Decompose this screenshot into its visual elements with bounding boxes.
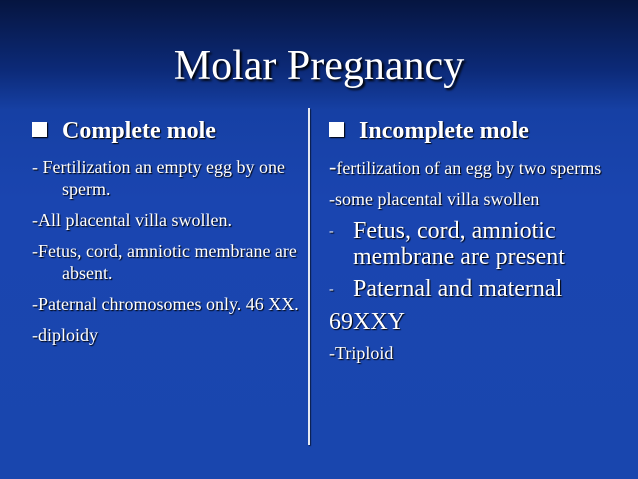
left-heading bbox=[32, 115, 304, 147]
left-column bbox=[32, 115, 304, 346]
right-item-1 bbox=[329, 156, 629, 179]
right-item-1-text: fertilization of an egg by two sperms bbox=[336, 158, 602, 178]
left-item-3: -Fetus, cord, amniotic membrane are absent. bbox=[32, 241, 297, 283]
right-item-3-text: Fetus, cord, amniotic membrane are present bbox=[353, 218, 565, 270]
left-item-1: - Fertilization an empty egg by one sperm. bbox=[32, 157, 285, 199]
right-column bbox=[329, 115, 629, 364]
column-divider bbox=[308, 108, 310, 445]
right-heading-text: Incomplete mole bbox=[359, 118, 529, 144]
square-bullet-icon bbox=[329, 122, 344, 137]
square-bullet-icon bbox=[32, 122, 47, 137]
right-heading bbox=[329, 115, 629, 147]
left-item-4: -Paternal chromosomes only. 46 XX. bbox=[32, 294, 299, 314]
right-item-1-dash: - bbox=[329, 154, 337, 179]
left-item-2: -All placental villa swollen. bbox=[32, 210, 232, 230]
left-heading-text: Complete mole bbox=[62, 118, 216, 144]
slide-title: Molar Pregnancy bbox=[173, 43, 465, 89]
right-item-3 bbox=[329, 218, 629, 270]
right-item-4-text: Paternal and maternal bbox=[353, 276, 563, 302]
right-item-3-dash: - bbox=[329, 224, 334, 239]
right-item-4 bbox=[329, 276, 629, 302]
right-item-6: -Triploid bbox=[329, 343, 394, 363]
right-item-4-dash: - bbox=[329, 282, 334, 297]
right-item-5: 69XXY bbox=[329, 309, 405, 335]
left-item-5: -diploidy bbox=[32, 325, 98, 345]
right-item-2: -some placental villa swollen bbox=[329, 189, 540, 209]
